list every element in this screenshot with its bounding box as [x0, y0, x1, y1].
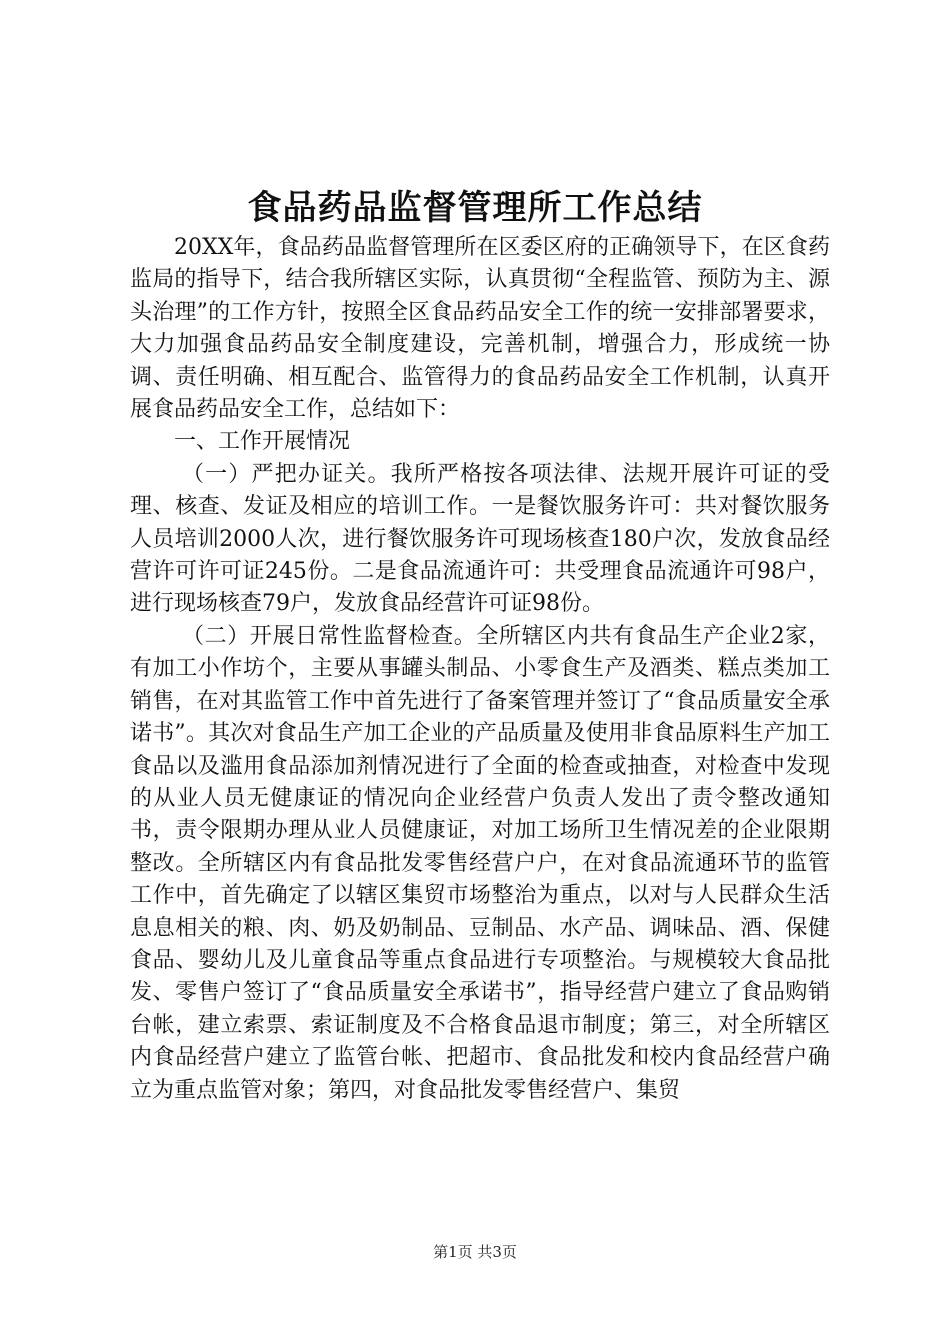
subsection-paragraph-1: （一）严把办证关。我所严格按各项法律、法规开展许可证的受理、核查、发证及相应的培训工作。一是餐饮服务许可：共对餐饮服务人员培训2000人次，进行餐饮服务许可现场核查180户次，发放食品经营许可许可证245份。二是食品流通许可：共受理食品流通许可98户，进行现场核查79户，发放食品经营许可证98份。 — [130, 461, 830, 617]
page-footer: 第1页 共3页 — [433, 1243, 517, 1261]
document-title: 食品药品监督管理所工作总结 — [247, 188, 703, 228]
document-body — [130, 232, 830, 1107]
subsection-paragraph-2: （二）开展日常性监督检查。全所辖区内共有食品生产企业2家，有加工小作坊个，主要从事罐头制品、小零食生产及酒类、糕点类加工销售，在对其监管工作中首先进行了备案管理并签订了“食品质量安全承诺书”。其次对食品生产加工企业的产品质量及使用非食品原料生产加工食品以及滥用食品添加剂情况进行了全面的检查或抽查，对检查中发现的从业人员无健康证的情况向企业经营户负责人发出了责令整改通知书，责令限期办理从业人员健康证，对加工场所卫生情况差的企业限期整改。全所辖区内有食品批发零售经营户户，在对食品流通环节的监管工作中，首先确定了以辖区集贸市场整治为重点，以对与人民群众生活息息相关的粮、肉、奶及奶制品、豆制品、水产品、调味品、酒、保健食品、婴幼儿及儿童食品等重点食品进行专项整治。与规模较大食品批发、零售户签订了“食品质量安全承诺书”，指导经营户建立了食品购销台帐，建立索票、索证制度及不合格食品退市制度；第三，对全所辖区内食品经营户建立了监管台帐、把超市、食品批发和校内食品经营户确立为重点监管对象；第四，对食品批发零售经营户、集贸 — [130, 623, 830, 1103]
section-heading: 一、工作开展情况 — [174, 429, 351, 455]
intro-paragraph: 20XX年，食品药品监督管理所在区委区府的正确领导下，在区食药监局的指导下，结合我所辖区实际，认真贯彻“全程监管、预防为主、源头治理”的工作方针，按照全区食品药品安全工作的统一安排部署要求，大力加强食品药品安全制度建设，完善机制，增强合力，形成统一协调、责任明确、相互配合、监管得力的食品药品安全工作机制，认真开展食品药品安全工作，总结如下： — [130, 235, 830, 423]
